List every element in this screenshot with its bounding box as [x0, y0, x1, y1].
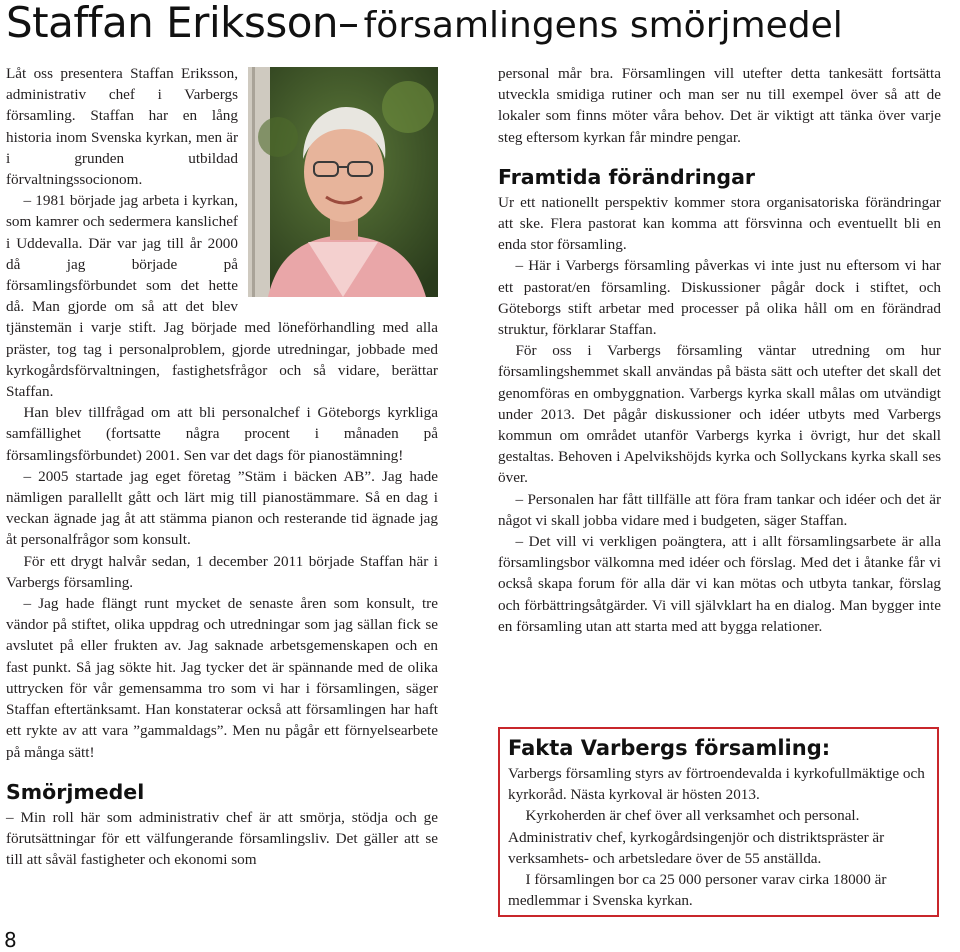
framtida-paragraph-3: För oss i Varbergs församling väntar utredning om hur församlingshemmet skall användas på bästa sätt och utefter det skall det genomföras en ombyggnation. Varbergs kyrka skall målas om utvändigt under 2013. Det pågår diskussioner och idéer utbyts med Varbergs kommun om området utanför Varbergs kyrka i övrigt, hur det skall gestaltas. Behoven i Apelvikshöjds kyrka och Sollyckans kyrka skall ses över. — [498, 342, 941, 487]
smorjmedel-heading: Smörjmedel — [6, 779, 145, 804]
fact-box-heading: Fakta Varbergs församling: — [508, 736, 831, 760]
left-paragraph-6: – Jag hade flängt runt mycket de senaste åren som konsult, tre vändor på stiftet, olika uppdrag och utredningar som jag sällan fick se avslutet på eller frukten av. Jag saknade arbetsgemenskapen och en fast punkt. Så jag sökte hit. Jag tycker det är spännande med de olika uttrycken för vår gemensamma tro som vi har i församlingen, säger Staffan eftertänksamt. Han konstaterar också att församlingen har haft ett rykte av att vara ”gammaldags”. Men nu pågår ett förnyelsearbete på många sätt! — [6, 595, 438, 761]
title-name: Staffan Eriksson– — [6, 0, 359, 47]
left-paragraph-4: – 2005 startade jag eget företag ”Stäm i bäcken AB”. Jag hade nämligen parallellt gått och lärt mig till pianostämmare. Så en dag i veckan ägnade jag åt att stämma pianon och resterande tid ägnade jag åt personalfrågor som konsult. — [6, 467, 438, 549]
right-column — [498, 63, 941, 637]
framtida-paragraph-2: – Här i Varbergs församling påverkas vi inte just nu eftersom vi har ett pastorat/en församling. Diskussioner pågår dock i stiftet, och Göteborgs stift arbetar med processer på olika håll om en förändrad struktur, förklarar Staffan. — [498, 257, 941, 339]
framtida-paragraph-1: Ur ett nationellt perspektiv kommer stora organisatoriska förändringar att ske. Flera pastorat kan komma att försvinna och eventuellt bli en enda stor församling. — [498, 193, 941, 254]
portrait-photo — [248, 67, 438, 297]
left-paragraph-3: Han blev tillfrågad om att bli personalchef i Göteborgs kyrkliga samfällighet (fortsatte några procent i månaden på församlingsförbundet) 2001. Sen var det dags för pianostämning! — [6, 404, 438, 464]
title-subtitle: församlingens smörjmedel — [363, 5, 843, 46]
right-intro-paragraph: personal mår bra. Församlingen vill utefter detta tankesätt fortsätta utveckla smidiga rutiner och man ser nu till exempel över så att de lokaler som finns möter våra behov. Det är viktigt att tänka över varje steg eftersom kyrkan får mindre pengar. — [498, 65, 941, 146]
left-paragraph-5: För ett drygt halvår sedan, 1 december 2011 började Staffan här i Varbergs församling. — [6, 552, 438, 591]
left-paragraph-2: – 1981 började jag arbeta i kyrkan, som kamrer och sedermera kanslichef i Uddevalla. Där var jag till år 2000 då jag började på församlingsförbundet som det hette då. Man gjorde om så att det blev tjänstemän i varje stift. Jag började med löneförhandling med alla präster, tog tag i personalproblem, gjorde utredningar, jobbade med kyrkogårdsförvaltningen, fastighetsfrågor och så vidare, berättar Staffan. — [6, 192, 438, 401]
left-column — [6, 63, 438, 870]
page-title — [6, 0, 843, 47]
smorjmedel-paragraph-1: – Min roll här som administrativ chef är att smörja, stödja och ge förutsättningar för ett välfungerande församlingsliv. Det gäller att se till att såväl fastigheter och ekonomi som — [6, 808, 438, 869]
fact-box — [498, 727, 939, 917]
framtida-heading: Framtida förändringar — [498, 164, 756, 189]
left-paragraph-1: Låt oss presentera Staffan Eriksson, administrativ chef i Varbergs församling. Staffan har en lång historia inom Svenska kyrkan, men är i grunden utbildad förvaltningssocionom. — [6, 65, 238, 189]
page-number: 8 — [4, 928, 17, 952]
fact-box-paragraph-1: Varbergs församling styrs av förtroendevalda i kyrkofullmäktige och kyrkoråd. Nästa kyrkoval är hösten 2013. — [508, 765, 925, 804]
framtida-paragraph-5: – Det vill vi verkligen poängtera, att i allt församlingsarbete är alla församlingsbor välkomna med idéer och förslag. Med det i åtanke får vi också skapa forum för alla där vi kan mötas och utbyta tankar, förslag och förbättringsåtgärder. Vi vill självklart ha en dialog. Man bygger inte en församling utan att starta med att bygga relationer. — [498, 533, 941, 635]
framtida-paragraph-4: – Personalen har fått tillfälle att föra fram tankar och idéer och det är något vi skall jobba vidare med i budgeten, säger Staffan. — [498, 490, 941, 529]
fact-box-paragraph-3: I församlingen bor ca 25 000 personer varav cirka 18000 är medlemmar i Svenska kyrkan. — [508, 871, 887, 910]
fact-box-paragraph-2: Kyrkoherden är chef över all verksamhet och personal. Administrativ chef, kyrkogårdsingenjör och distriktspräster är verksamhets- och arbetsledare över de 55 anställda. — [508, 807, 885, 867]
